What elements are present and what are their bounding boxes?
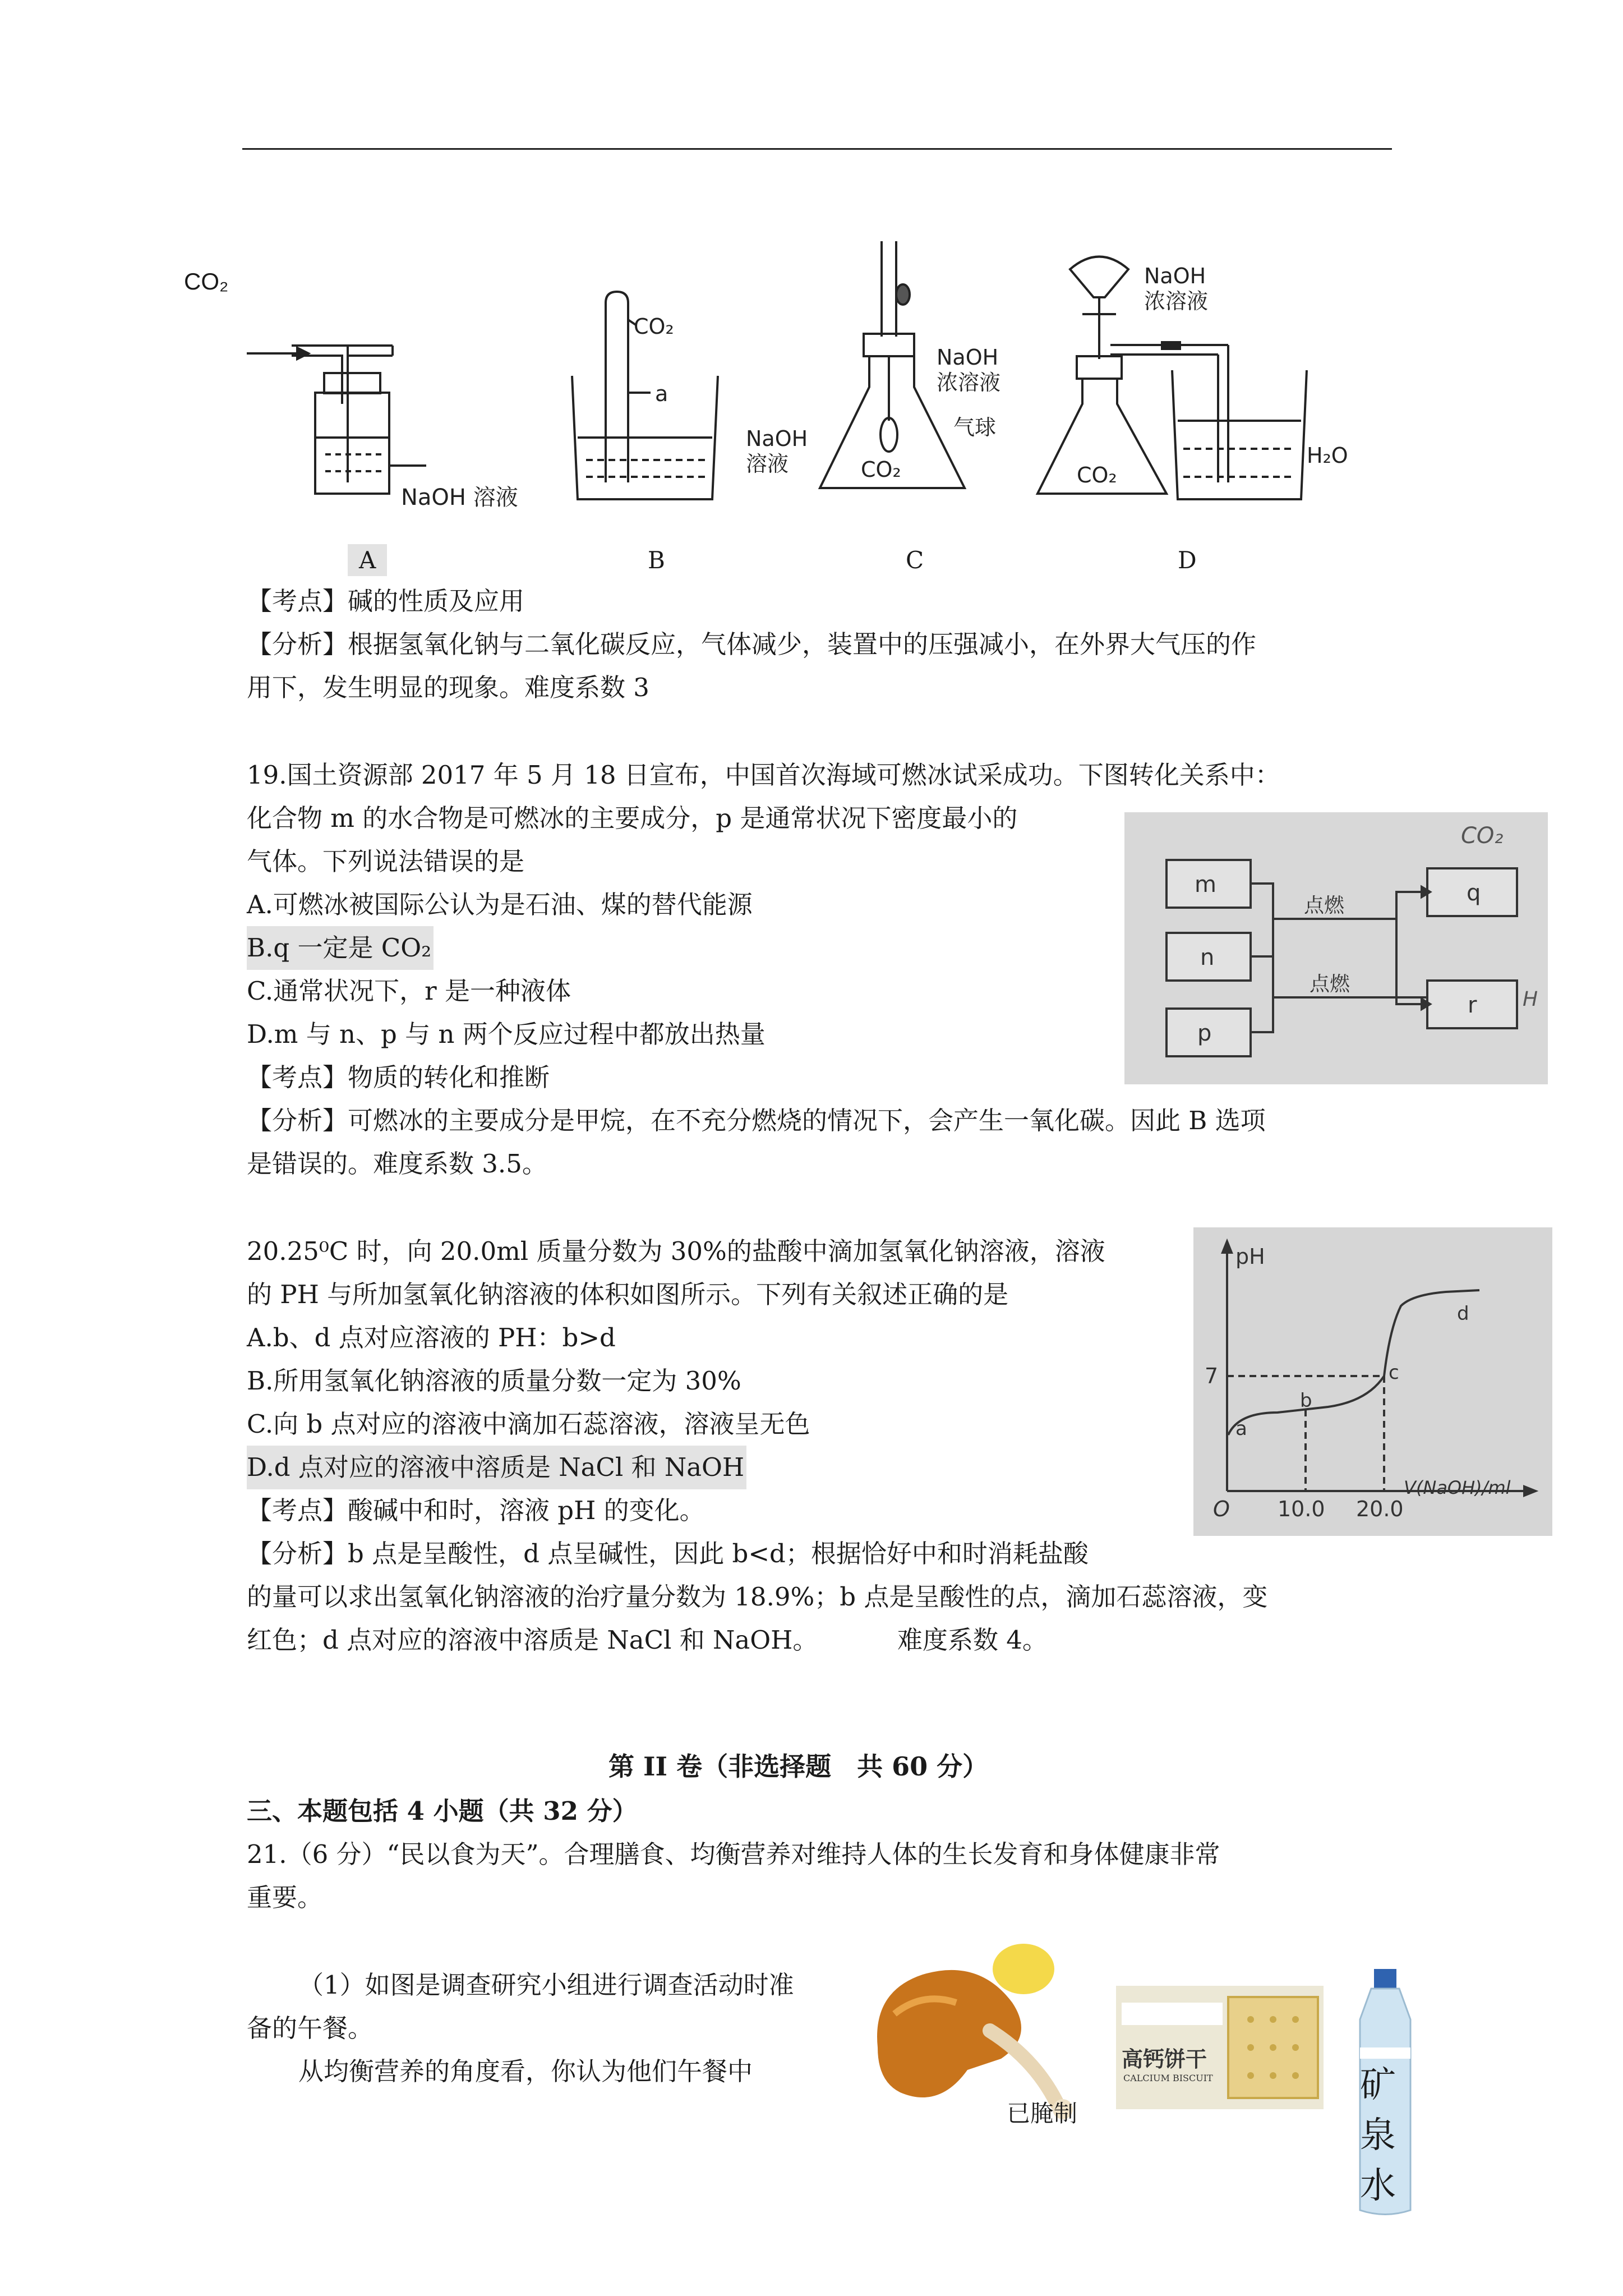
apparatus-c-balloon: 气球 — [953, 415, 997, 440]
q20-kaodian: 【考点】酸碱中和时，溶液 pH 的变化。 — [247, 1496, 705, 1525]
q19-option-c: C.通常状况下，r 是一种液体 — [247, 976, 571, 1006]
food-caption: 已腌制 — [1007, 2100, 1078, 2127]
apparatus-b-gas: CO₂ — [634, 314, 674, 339]
apparatus-d-sol-1: NaOH — [1144, 264, 1206, 288]
q19-fenxi-2: 是错误的。难度系数 3.5。 — [247, 1149, 547, 1179]
apparatus-d-gas: CO₂ — [1077, 463, 1117, 487]
apparatus-b-mark: a — [655, 381, 668, 406]
chart-point-d: d — [1457, 1303, 1469, 1325]
apparatus-a — [247, 346, 426, 494]
q19-stem-3: 气体。下列说法错误的是 — [247, 846, 525, 876]
section-title: 第 II 卷（非选择题 共 60 分） — [608, 1751, 989, 1782]
diagram-handwritten-r: H — [1523, 988, 1538, 1011]
water-char-1: 矿 — [1360, 2064, 1396, 2106]
chart-point-a: a — [1235, 1418, 1247, 1440]
q19-option-d: D.m 与 n、p 与 n 两个反应过程中都放出热量 — [247, 1019, 766, 1049]
q19-stem-2: 化合物 m 的水合物是可燃冰的主要成分，p 是通常状况下密度最小的 — [247, 803, 1018, 833]
water-char-2: 泉 — [1360, 2115, 1396, 2156]
q19-option-a: A.可燃冰被国际公认为是石油、煤的替代能源 — [247, 890, 753, 919]
chart-x-label: V(NaOH)/ml — [1404, 1477, 1511, 1498]
q20-fenxi-3: 红色；d 点对应的溶液中溶质是 NaCl 和 NaOH。 — [247, 1625, 818, 1655]
q19-transformation-diagram — [1124, 812, 1548, 1084]
chart-origin: O — [1213, 1497, 1230, 1521]
biscuit-label: 高钙饼干 — [1122, 2046, 1207, 2072]
q18-fenxi-1: 【分析】根据氢氧化钠与二氧化碳反应，气体减少，装置中的压强减小，在外界大气压的作 — [247, 629, 1257, 659]
header-rule — [242, 148, 1392, 150]
diagram-box-q: q — [1467, 880, 1481, 906]
apparatus-d-sol-2: 浓溶液 — [1144, 289, 1209, 314]
q20-option-a: A.b、d 点对应溶液的 PH：b>d — [247, 1323, 616, 1352]
q20-ph-curve — [1193, 1227, 1552, 1536]
apparatus-d-water: H₂O — [1307, 443, 1348, 468]
diagram-arrow-label-1: 点燃 — [1304, 894, 1345, 917]
apparatus-figure — [241, 236, 1363, 550]
chart-y-label: pH — [1235, 1244, 1265, 1269]
q18-fenxi-2: 用下，发生明显的现象。难度系数 3 — [247, 673, 649, 702]
chart-x-tick-10: 10.0 — [1278, 1497, 1325, 1521]
diagram-arrow-label-2: 点燃 — [1310, 973, 1350, 996]
q20-stem-1: 20.25⁰C 时，向 20.0ml 质量分数为 30%的盐酸中滴加氢氧化钠溶液，溶液 — [247, 1236, 1105, 1266]
option-label-c: C — [906, 546, 924, 574]
q20-stem-2: 的 PH 与所加氢氧化钠溶液的体积如图所示。下列有关叙述正确的是 — [247, 1280, 1009, 1309]
q18-kaodian: 【考点】碱的性质及应用 — [247, 586, 525, 616]
q21-sub-3: 从均衡营养的角度看，你认为他们午餐中 — [298, 2056, 753, 2086]
chart-point-c: c — [1389, 1361, 1399, 1384]
apparatus-b-solution-2: 溶液 — [746, 452, 789, 476]
q20-fenxi-2: 的量可以求出氢氧化钠溶液的治疗量分数为 18.9%；b 点是呈酸性的点，滴加石蕊溶液，变 — [247, 1582, 1268, 1612]
diagram-box-n: n — [1200, 945, 1215, 970]
biscuit-sublabel: CALCIUM BISCUIT — [1123, 2073, 1213, 2083]
chart-y-tick-7: 7 — [1205, 1364, 1219, 1388]
q21-stem-2: 重要。 — [247, 1883, 323, 1912]
q20-option-c: C.向 b 点对应的溶液中滴加石蕊溶液，溶液呈无色 — [247, 1409, 810, 1439]
chart-point-b: b — [1300, 1389, 1312, 1412]
apparatus-a-solution: NaOH 溶液 — [401, 485, 518, 510]
option-label-a: A — [348, 544, 387, 576]
q20-option-d: D.d 点对应的溶液中溶质是 NaCl 和 NaOH — [247, 1446, 746, 1489]
section-part: 三、本题包括 4 小题（共 32 分） — [247, 1796, 638, 1826]
corner-label: CO₂ — [184, 268, 229, 295]
apparatus-c-sol-2: 浓溶液 — [937, 370, 1001, 395]
chart-x-tick-20: 20.0 — [1356, 1497, 1404, 1521]
q21-sub-1: （1）如图是调查研究小组进行调查活动时准 — [298, 1970, 794, 2000]
water-char-3: 水 — [1360, 2165, 1396, 2207]
apparatus-b-solution-1: NaOH — [746, 426, 808, 451]
option-label-b: B — [648, 546, 665, 574]
q20-difficulty: 难度系数 4。 — [897, 1625, 1048, 1655]
q20-option-b: B.所用氢氧化钠溶液的质量分数一定为 30% — [247, 1366, 741, 1396]
q21-sub-2: 备的午餐。 — [247, 2013, 374, 2043]
option-label-d: D — [1178, 546, 1197, 574]
diagram-box-m: m — [1195, 872, 1216, 898]
q19-stem-1: 19.国土资源部 2017 年 5 月 18 日宣布，中国首次海域可燃冰试采成功。下图转化关系中： — [247, 760, 1280, 790]
apparatus-c-sol-1: NaOH — [937, 345, 999, 370]
apparatus-c-gas: CO₂ — [861, 457, 901, 482]
q20-fenxi-1: 【分析】b 点是呈酸性，d 点呈碱性，因此 b<d；根据恰好中和时消耗盐酸 — [247, 1539, 1089, 1568]
diagram-handwritten-q: CO₂ — [1461, 823, 1504, 849]
q19-kaodian: 【考点】物质的转化和推断 — [247, 1062, 550, 1092]
diagram-box-p: p — [1197, 1020, 1212, 1046]
q19-fenxi-1: 【分析】可燃冰的主要成分是甲烷，在不充分燃烧的情况下，会产生一氧化碳。因此 B 选项 — [247, 1106, 1266, 1135]
q19-option-b: B.q 一定是 CO₂ — [247, 926, 434, 970]
diagram-box-r: r — [1468, 992, 1477, 1018]
q21-stem-1: 21.（6 分）“民以食为天”。合理膳食、均衡营养对维持人体的生长发育和身体健康非常 — [247, 1839, 1220, 1869]
